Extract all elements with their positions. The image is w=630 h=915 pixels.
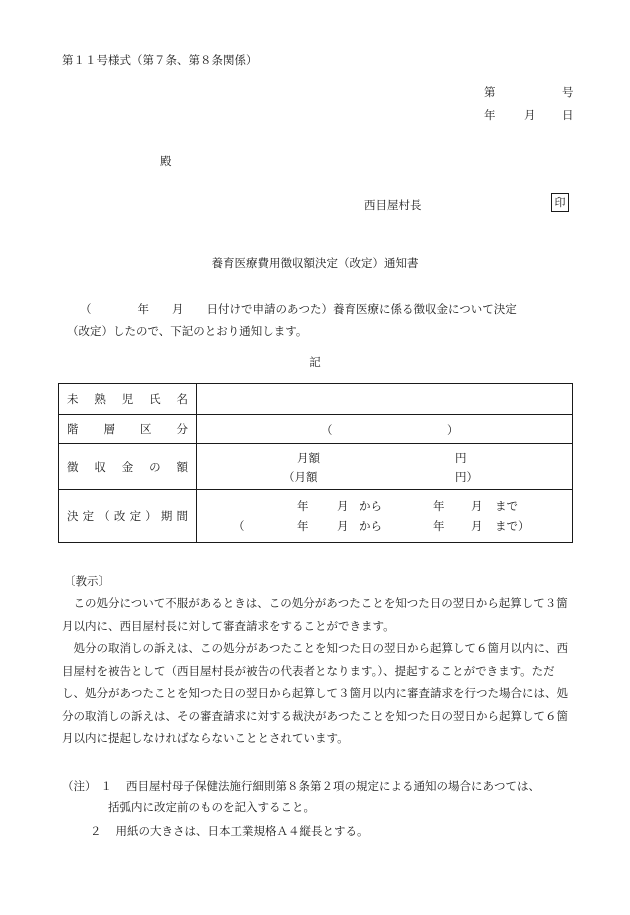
prev-from-word: から	[359, 519, 382, 533]
label-child-name: 未 熟 児 氏 名	[59, 384, 197, 415]
close-paren: ）	[447, 423, 459, 437]
ki-heading: 記	[309, 355, 321, 369]
until-word: まで	[495, 499, 518, 513]
note-2-text: 用紙の大きさは、日本工業規格Ａ４縦長とする。	[115, 824, 369, 838]
note-2-number: ２	[90, 824, 102, 838]
instruction-heading: 〔教示〕	[64, 574, 110, 588]
table-row	[59, 444, 573, 490]
number-suffix: 号	[562, 85, 574, 99]
note-1-text: 西目屋村母子保健法施行細則第８条第２項の規定による通知の場合にあつては、	[126, 779, 540, 793]
value-amount	[197, 444, 573, 490]
note-1-continued: 括弧内に改定前のものを記入すること。	[108, 800, 315, 814]
date-month: 月	[524, 108, 536, 122]
open-paren: （	[321, 423, 333, 437]
value-period	[197, 490, 573, 543]
number-prefix: 第	[484, 85, 496, 99]
addressee-suffix: 殿	[160, 154, 172, 168]
instruction-paragraph-1: この処分について不服があるときは、この処分があつたことを知つた日の翌日から起算して３箇月以内に、西目屋村長に対して審査請求をすることができます。	[62, 596, 568, 633]
details-table	[58, 383, 573, 543]
document-title: 養育医療費用徴収額決定（改定）通知書	[211, 256, 419, 270]
prev-from-month: 月	[337, 519, 349, 533]
label-class: 階 層 区 分	[59, 415, 197, 444]
prev-to-month: 月	[471, 519, 483, 533]
from-month: 月	[337, 499, 349, 513]
prev-from-year: 年	[297, 519, 309, 533]
yen-label: 円	[455, 451, 467, 465]
prev-open-paren: （	[233, 519, 245, 533]
from-word: から	[359, 499, 382, 513]
date-day: 日	[562, 108, 574, 122]
intro-line-2: （改定）したので、下記のとおり通知します。	[67, 324, 308, 338]
note-prefix: （注）	[62, 779, 97, 793]
table-row	[59, 384, 573, 415]
table-row	[59, 415, 573, 444]
to-month: 月	[471, 499, 483, 513]
intro-line-1: （ 年 月 日付けで申請のあつた）養育医療に係る徴収金について決定	[80, 302, 517, 316]
monthly-prev-label: （月額	[283, 470, 318, 484]
yen-prev-label: 円）	[455, 470, 478, 484]
label-period: 決 定 （ 改 定 ） 期 間	[59, 490, 197, 543]
date-year: 年	[484, 108, 496, 122]
from-year: 年	[297, 499, 309, 513]
label-amount: 徴 収 金 の 額	[59, 444, 197, 490]
issuer-name: 西目屋村長	[364, 198, 422, 212]
form-number: 第１１号様式（第７条、第８条関係）	[62, 53, 258, 67]
value-child-name	[197, 384, 573, 415]
to-year: 年	[433, 499, 445, 513]
monthly-label: 月額	[297, 451, 320, 465]
prev-until-word: まで）	[495, 519, 530, 533]
prev-to-year: 年	[433, 519, 445, 533]
note-2	[90, 823, 369, 839]
table-row	[59, 490, 573, 543]
instruction-paragraph-2: 処分の取消しの訴えは、この処分があつたことを知つた日の翌日から起算して６箇月以内に、西目屋村を被告として（西目屋村長が被告の代表者となります。）、提起することができます。ただし、処分があつたことを知つた日の翌日から起算して３箇月以内に審査請求を行つた場合には、処分の取消しの訴えは、その審査請求に対する裁決があつたことを知つた日の翌日から起算して６箇月以内に提起しなければならないこととされています。	[62, 641, 568, 745]
value-class	[197, 415, 573, 444]
note-1-number: １	[100, 779, 112, 793]
note-1	[62, 778, 540, 794]
seal-mark: 印	[551, 193, 569, 212]
